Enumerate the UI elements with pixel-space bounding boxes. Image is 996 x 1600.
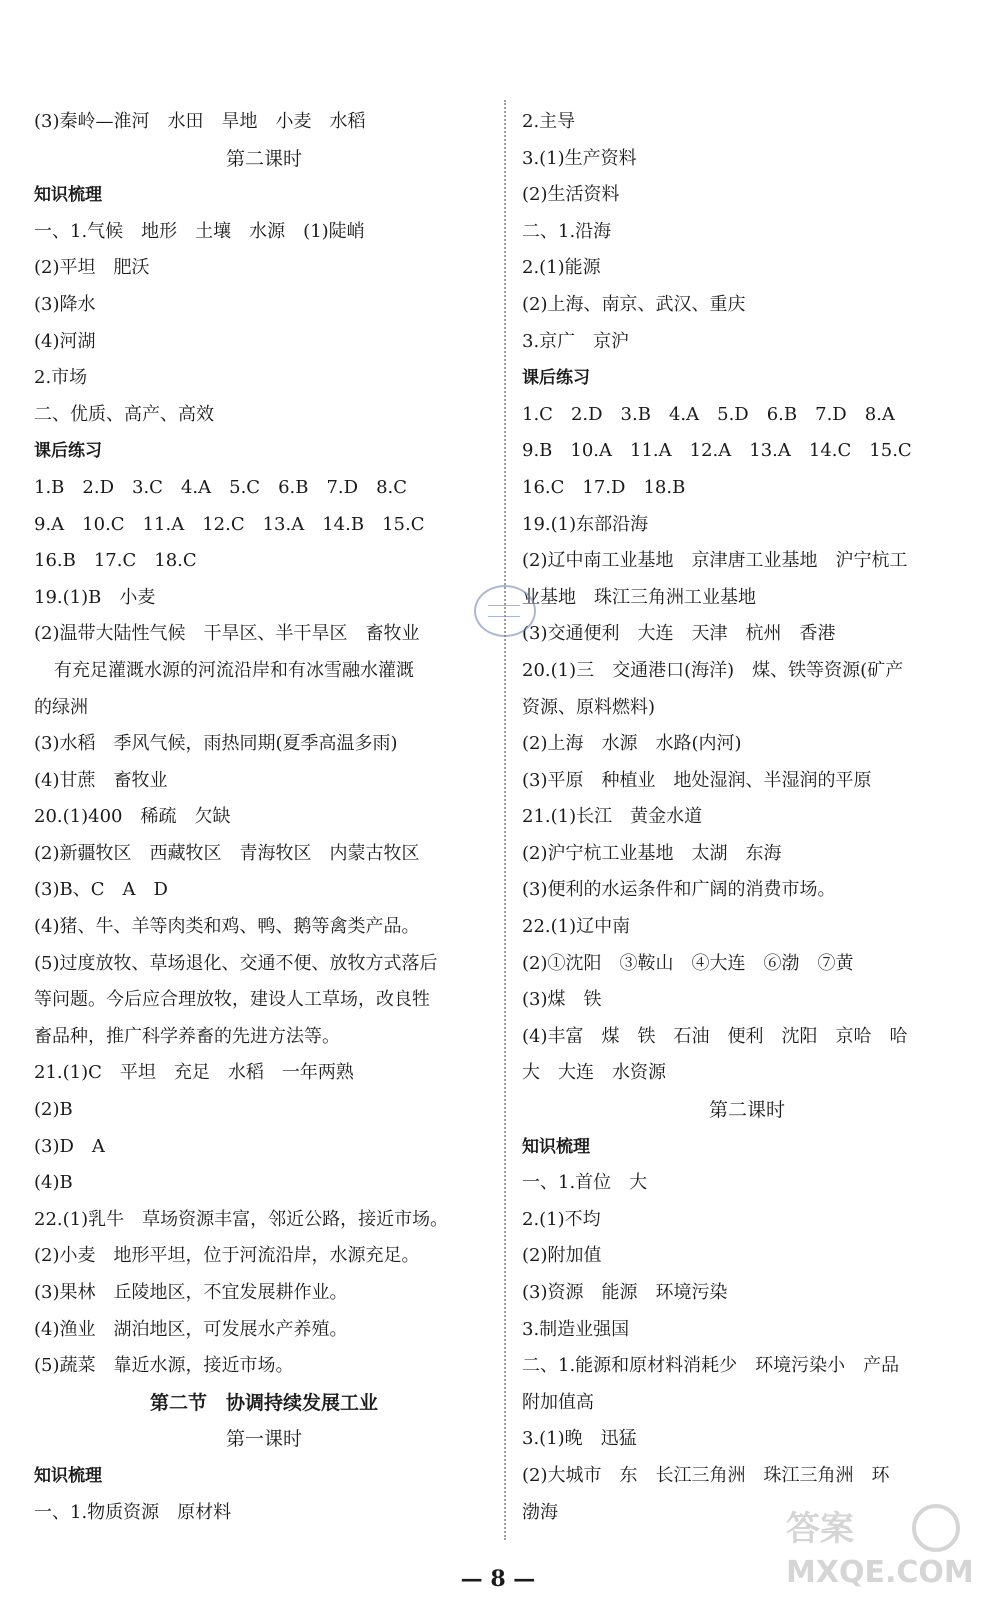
text-line: (5)过度放牧、草场退化、交通不便、放牧方式落后 (34, 952, 438, 974)
text-line: (2)沪宁杭工业基地 太湖 东海 (522, 842, 782, 864)
text-line: 9.B 10.A 11.A 12.A 13.A 14.C 15.C (522, 440, 912, 462)
text-line: 等问题。今后应合理放牧，建设人工草场，改良牲 (34, 989, 430, 1011)
text-line: (2)①沈阳 ③鞍山 ④大连 ⑥渤 ⑦黄 (522, 952, 854, 974)
text-line: (4)丰富 煤 铁 石油 便利 沈阳 京哈 哈 (522, 1025, 908, 1047)
text-line: 业基地 珠江三角洲工业基地 (522, 586, 756, 608)
text-line: 3.制造业强国 (522, 1318, 630, 1340)
text-line: 1.C 2.D 3.B 4.A 5.D 6.B 7.D 8.A (522, 403, 895, 425)
text-line: 3.(1)生产资料 (522, 147, 637, 169)
text-line: (4)河湖 (34, 330, 96, 352)
text-line: 渤海 (522, 1501, 558, 1523)
text-line: 的绿洲 (34, 696, 88, 718)
text-line: (3)便利的水运条件和广阔的消费市场。 (522, 879, 836, 901)
text-line: (4)渔业 湖泊地区，可发展水产养殖。 (34, 1318, 348, 1340)
text-line: (5)蔬菜 靠近水源，接近市场。 (34, 1355, 294, 1377)
column-divider (504, 100, 506, 1540)
text-line: 1.B 2.D 3.C 4.A 5.C 6.B 7.D 8.C (34, 476, 408, 498)
text-line: 16.C 17.D 18.B (522, 476, 686, 498)
right-column (522, 104, 972, 1531)
section-heading: 知识梳理 (522, 1136, 590, 1157)
text-line: (3)交通便利 大连 天津 杭州 香港 (522, 623, 836, 645)
text-line: (3)水稻 季风气候，雨热同期(夏季高温多雨) (34, 733, 398, 755)
stamp-seal (474, 585, 536, 637)
text-line: (2)平坦 肥沃 (34, 257, 150, 279)
text-line: (4)B (34, 1172, 73, 1194)
text-line: (2)上海、南京、武汉、重庆 (522, 293, 746, 315)
text-line: 附加值高 (522, 1391, 594, 1413)
text-line: (3)资源 能源 环境污染 (522, 1282, 728, 1303)
text-line: 2.主导 (522, 111, 576, 132)
text-line: 2.(1)能源 (522, 257, 601, 279)
text-line: (2)大城市 东 长江三角洲 珠江三角洲 环 (522, 1464, 890, 1486)
section-heading: 课后练习 (34, 441, 102, 462)
text-line: 一、1.首位 大 (522, 1172, 648, 1194)
text-line: (2)生活资料 (522, 184, 620, 206)
section-heading: 知识梳理 (34, 185, 102, 206)
text-line: (2)B (34, 1099, 73, 1121)
text-line: (2)小麦 地形平坦，位于河流沿岸，水源充足。 (34, 1245, 420, 1267)
text-line: 21.(1)C 平坦 充足 水稻 一年两熟 (34, 1062, 354, 1084)
text-line: 20.(1)三 交通港口(海洋) 煤、铁等资源(矿产 (522, 659, 904, 681)
lesson-title: 第二课时 (708, 1099, 785, 1122)
text-line: 16.B 17.C 18.C (34, 550, 197, 572)
text-line: 19.(1)东部沿海 (522, 513, 649, 535)
page-number: — 8 — (460, 1566, 536, 1592)
left-column (34, 104, 494, 1531)
text-line: (4)甘蔗 畜牧业 (34, 769, 168, 791)
text-line: 19.(1)B 小麦 (34, 586, 156, 608)
text-line: (3)果林 丘陵地区，不宜发展耕作业。 (34, 1282, 348, 1303)
text-line: (3)B、C A D (34, 879, 168, 901)
text-line: 二、优质、高产、高效 (34, 403, 214, 425)
text-line: (3)煤 铁 (522, 989, 602, 1011)
text-line: 资源、原料燃料) (522, 696, 656, 718)
lesson-title: 第二课时 (225, 147, 302, 170)
text-line: (3)平原 种植业 地处湿润、半湿润的平原 (522, 769, 872, 791)
text-line: (3)秦岭—淮河 水田 旱地 小麦 水稻 (34, 111, 366, 132)
text-line: (2)附加值 (522, 1245, 602, 1267)
text-line: 一、1.物质资源 原材料 (34, 1501, 232, 1523)
text-line: 22.(1)乳牛 草场资源丰富，邻近公路，接近市场。 (34, 1208, 449, 1230)
text-line: 有充足灌溉水源的河流沿岸和有冰雪融水灌溉 (54, 659, 414, 681)
text-line: 二、1.沿海 (522, 220, 612, 242)
text-line: 一、1.气候 地形 土壤 水源 (1)陡峭 (34, 220, 365, 242)
text-line: (2)辽中南工业基地 京津唐工业基地 沪宁杭工 (522, 550, 908, 572)
section-title: 第二节 协调持续发展工业 (149, 1391, 378, 1414)
text-line: (2)新疆牧区 西藏牧区 青海牧区 内蒙古牧区 (34, 842, 420, 864)
text-line: (2)温带大陆性气候 干旱区、半干旱区 畜牧业 (34, 623, 420, 645)
text-line: 二、1.能源和原材料消耗少 环境污染小 产品 (522, 1355, 900, 1377)
text-line: (3)降水 (34, 293, 96, 315)
text-line: (2)上海 水源 水路(内河) (522, 733, 742, 755)
text-line: 22.(1)辽中南 (522, 916, 631, 938)
text-line: 大 大连 水资源 (522, 1062, 666, 1084)
text-line: 3.京广 京沪 (522, 330, 630, 352)
lesson-title: 第一课时 (225, 1428, 302, 1451)
text-line: 3.(1)晚 迅猛 (522, 1428, 637, 1450)
svg-text:答案: 答案 (786, 1509, 854, 1549)
text-line: 9.A 10.C 11.A 12.C 13.A 14.B 15.C (34, 513, 425, 535)
svg-text:MXQE.COM: MXQE.COM (786, 1555, 974, 1590)
text-line: 2.市场 (34, 367, 88, 389)
text-line: 20.(1)400 稀疏 欠缺 (34, 806, 231, 828)
section-heading: 课后练习 (522, 368, 590, 389)
section-heading: 知识梳理 (34, 1465, 102, 1486)
text-line: (3)D A (34, 1135, 105, 1157)
text-line: (4)猪、牛、羊等肉类和鸡、鸭、鹅等禽类产品。 (34, 916, 420, 938)
text-line: 2.(1)不均 (522, 1208, 601, 1230)
text-line: 畜品种，推广科学养畜的先进方法等。 (34, 1025, 340, 1047)
text-line: 21.(1)长江 黄金水道 (522, 806, 703, 828)
